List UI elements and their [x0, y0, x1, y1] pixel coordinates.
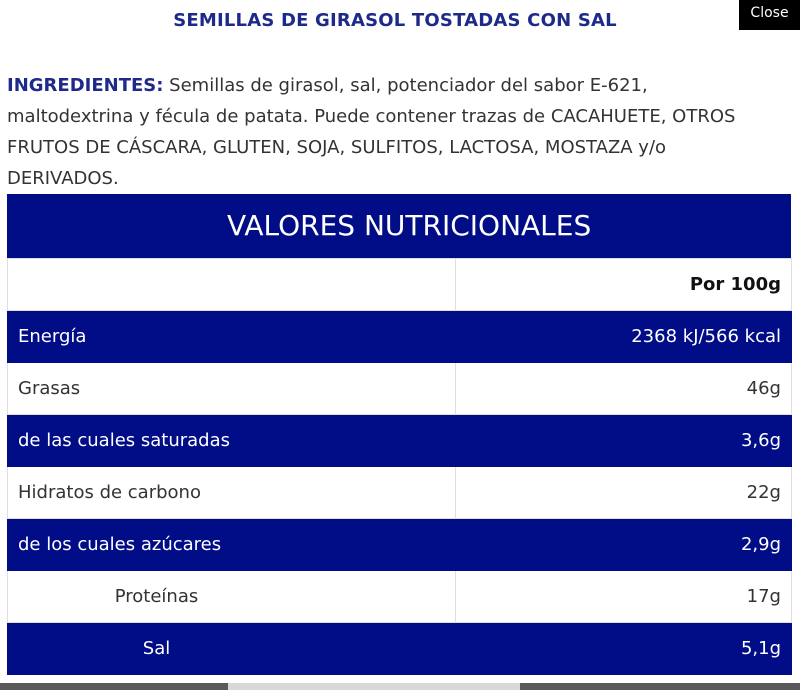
nutrient-value: 3,6g	[456, 415, 792, 467]
table-header-row	[8, 259, 792, 311]
table-header-empty-cell	[8, 259, 456, 311]
nutrient-name: Sal	[8, 623, 456, 675]
nutrient-name: Proteínas	[8, 571, 456, 623]
table-row	[8, 415, 792, 467]
nutrient-value: 5,1g	[456, 623, 792, 675]
product-title: SEMILLAS DE GIRASOL TOSTADAS CON SAL	[173, 10, 617, 31]
ingredients-label: INGREDIENTES:	[7, 75, 164, 96]
nutrition-table	[7, 194, 791, 675]
table-row	[8, 623, 792, 675]
nutrient-value: 2,9g	[456, 519, 792, 571]
nutrient-value: 2368 kJ/566 kcal	[456, 311, 792, 363]
background-dark-segment	[520, 683, 800, 690]
ingredients-paragraph	[7, 70, 777, 194]
close-button[interactable]: Close	[739, 0, 800, 30]
column-header-per-100g: Por 100g	[456, 259, 792, 311]
nutrient-name: de las cuales saturadas	[8, 415, 456, 467]
nutrient-name: Energía	[8, 311, 456, 363]
nutrient-value: 46g	[456, 363, 792, 415]
nutrient-value: 22g	[456, 467, 792, 519]
nutrition-table-title: VALORES NUTRICIONALES	[7, 194, 791, 258]
table-row	[8, 571, 792, 623]
table-row	[8, 363, 792, 415]
ingredients-text: Semillas de girasol, sal, potenciador del sabor E-621, maltodextrina y fécula de patata. Puede contener trazas de CACAHUETE, OTROS FRUTOS DE CÁSCARA, GLUTEN, SOJA, SULFITOS, LACTOSA, MOSTAZA y/o DERIVADOS.	[7, 75, 736, 189]
background-page-strip	[0, 683, 800, 690]
table-row	[8, 467, 792, 519]
nutrient-value: 17g	[456, 571, 792, 623]
nutrient-name: Grasas	[8, 363, 456, 415]
table-row	[8, 311, 792, 363]
nutrient-name: Hidratos de carbono	[8, 467, 456, 519]
table-row	[8, 519, 792, 571]
background-dark-segment	[0, 683, 228, 690]
nutrient-name: de los cuales azúcares	[8, 519, 456, 571]
